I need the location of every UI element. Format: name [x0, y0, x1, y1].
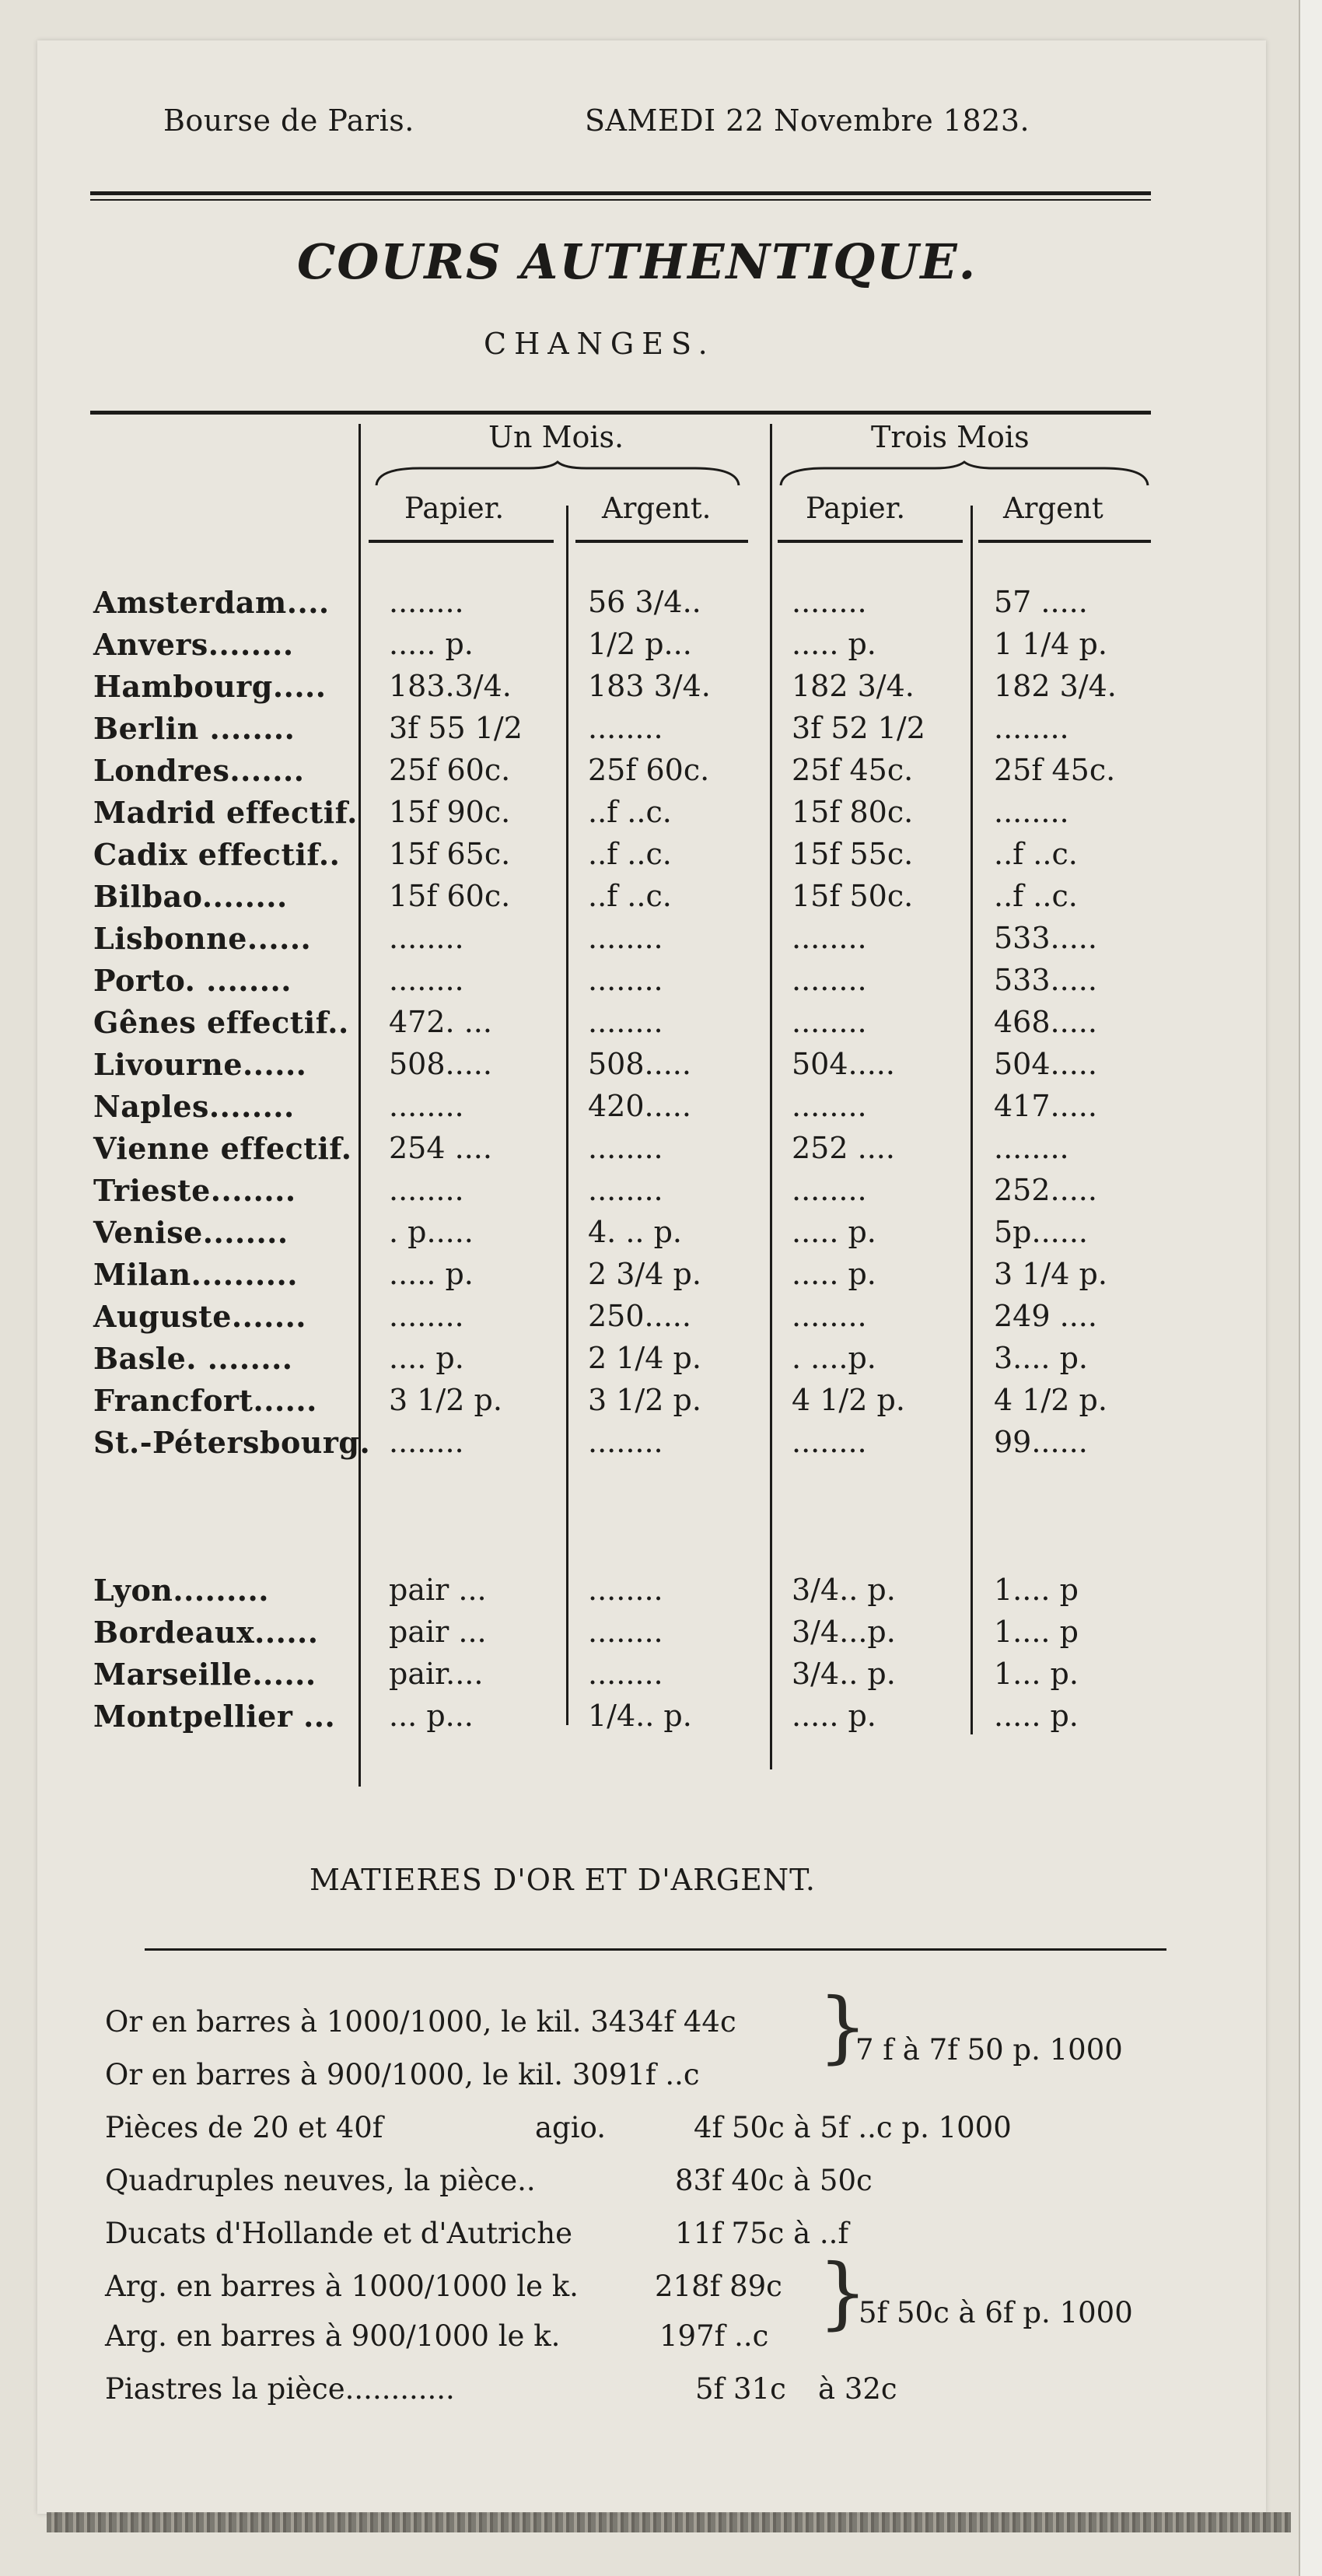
trois-mois-argent: ........: [994, 795, 1069, 829]
piastres-to: à 32c: [818, 2372, 897, 2406]
or-900-row: Or en barres à 900/1000, le kil. 3091f ..c: [105, 2058, 700, 2091]
un-mois-argent: 183 3/4.: [588, 669, 711, 703]
city-name: Lisbonne......: [93, 921, 312, 956]
trois-mois-papier: 4 1/2 p.: [792, 1383, 905, 1417]
quadruples-value: 83f 40c à 50c: [675, 2164, 873, 2197]
un-mois-argent: 2 3/4 p.: [588, 1257, 701, 1291]
divider-un-mois: [566, 506, 568, 1725]
arg-1000-value: 218f 89c: [655, 2270, 782, 2303]
divider-middle: [770, 424, 772, 1769]
subcol-papier-2: Papier.: [806, 492, 906, 525]
un-mois-argent: ........: [588, 1657, 663, 1691]
trois-mois-argent: 1... p.: [994, 1657, 1079, 1691]
un-mois-argent: 4. .. p.: [588, 1215, 682, 1249]
un-mois-argent: 3 1/2 p.: [588, 1383, 701, 1417]
subcol-papier-1: Papier.: [404, 492, 505, 525]
trois-mois-argent: 3.... p.: [994, 1341, 1088, 1375]
arg-900-value: 197f ..c: [659, 2319, 769, 2353]
un-mois-papier: 472. ...: [389, 1005, 492, 1039]
trois-mois-papier: 3/4...p.: [792, 1615, 896, 1649]
trois-mois-papier: ........: [792, 921, 867, 955]
trois-mois-papier: 15f 80c.: [792, 795, 914, 829]
city-name: Vienne effectif.: [93, 1131, 352, 1166]
un-mois-argent: 508.....: [588, 1047, 691, 1081]
un-mois-papier: ........: [389, 963, 464, 997]
un-mois-papier: ... p...: [389, 1699, 474, 1733]
city-name: Madrid effectif.: [93, 795, 358, 830]
subhead-rule-4: [978, 540, 1151, 543]
un-mois-argent: ........: [588, 1005, 663, 1039]
trois-mois-papier: 252 ....: [792, 1131, 895, 1165]
trois-mois-papier: ........: [792, 963, 867, 997]
city-name: Amsterdam....: [93, 585, 330, 620]
un-mois-papier: ........: [389, 921, 464, 955]
arg-brace: }: [818, 2247, 868, 2338]
un-mois-papier: pair ...: [389, 1573, 487, 1607]
city-name: Bilbao........: [93, 879, 288, 914]
un-mois-papier: pair ...: [389, 1615, 487, 1649]
city-name: Montpellier ...: [93, 1699, 336, 1734]
trois-mois-papier: ........: [792, 585, 867, 619]
trois-mois-papier: 3/4.. p.: [792, 1573, 896, 1607]
section-subtitle: CHANGES.: [484, 327, 715, 361]
un-mois-papier: ..... p.: [389, 1257, 474, 1291]
arg-900-label: Arg. en barres à 900/1000 le k.: [105, 2319, 561, 2353]
trois-mois-argent: 182 3/4.: [994, 669, 1117, 703]
trois-mois-papier: ..... p.: [792, 1215, 876, 1249]
un-mois-papier: 15f 90c.: [389, 795, 511, 829]
city-name: Francfort......: [93, 1383, 317, 1418]
un-mois-argent: ........: [588, 711, 663, 745]
un-mois-argent: 2 1/4 p.: [588, 1341, 701, 1375]
matieres-title: MATIERES D'OR ET D'ARGENT.: [310, 1863, 816, 1897]
trois-mois-papier: 15f 50c.: [792, 879, 914, 913]
arg-1000-label: Arg. en barres à 1000/1000 le k.: [105, 2270, 579, 2303]
city-name: St.-Pétersbourg.: [93, 1425, 371, 1460]
trois-mois-papier: 3f 52 1/2: [792, 711, 925, 745]
un-mois-argent: 56 3/4..: [588, 585, 701, 619]
un-mois-argent: ..f ..c.: [588, 795, 672, 829]
trois-mois-argent: 3 1/4 p.: [994, 1257, 1107, 1291]
table-top-rule: [90, 411, 1151, 415]
city-name: Londres.......: [93, 753, 305, 788]
un-mois-papier: 254 ....: [389, 1131, 492, 1165]
trois-mois-argent: 533.....: [994, 963, 1097, 997]
city-name: Naples........: [93, 1089, 295, 1124]
un-mois-argent: 25f 60c.: [588, 753, 710, 787]
trois-mois-papier: 25f 45c.: [792, 753, 914, 787]
un-mois-argent: 1/4.. p.: [588, 1699, 692, 1733]
date-label: SAMEDI 22 Novembre 1823.: [585, 103, 1030, 138]
trois-mois-papier: ..... p.: [792, 1257, 876, 1291]
city-name: Gênes effectif..: [93, 1005, 349, 1040]
un-mois-papier: ........: [389, 1299, 464, 1333]
or-1000-row: Or en barres à 1000/1000, le kil. 3434f 44c: [105, 2005, 736, 2039]
un-mois-papier: . p.....: [389, 1215, 474, 1249]
un-mois-papier: 508.....: [389, 1047, 492, 1081]
city-name: Milan..........: [93, 1257, 298, 1292]
subcol-argent-1: Argent.: [602, 492, 712, 525]
un-mois-papier: ........: [389, 1425, 464, 1459]
trois-mois-papier: ........: [792, 1089, 867, 1123]
trois-mois-papier: ..... p.: [792, 627, 876, 661]
city-name: Basle. ........: [93, 1341, 293, 1376]
city-name: Trieste........: [93, 1173, 296, 1208]
masthead-rule-thick: [90, 191, 1151, 195]
un-mois-argent: 1/2 p...: [588, 627, 692, 661]
un-mois-argent: ........: [588, 1131, 663, 1165]
or-brace: }: [818, 1981, 868, 2072]
trois-mois-papier: ........: [792, 1173, 867, 1207]
un-mois-papier: 15f 60c.: [389, 879, 511, 913]
city-name: Berlin ........: [93, 711, 296, 746]
col-trois-mois: Trois Mois: [871, 420, 1030, 454]
trois-mois-argent: ..f ..c.: [994, 837, 1078, 871]
trois-mois-papier: 15f 55c.: [792, 837, 914, 871]
trois-mois-argent: ..... p.: [994, 1699, 1079, 1733]
trois-mois-papier: . ....p.: [792, 1341, 876, 1375]
city-name: Bordeaux......: [93, 1615, 319, 1650]
trois-mois-argent: ..f ..c.: [994, 879, 1078, 913]
divider-city: [358, 424, 361, 1787]
masthead-rule-thin: [90, 199, 1151, 201]
trois-mois-papier: 504.....: [792, 1047, 895, 1081]
bourse-label: Bourse de Paris.: [163, 103, 414, 138]
subhead-rule-1: [369, 540, 554, 543]
trois-mois-papier: ..... p.: [792, 1699, 876, 1733]
trois-mois-argent: ........: [994, 711, 1069, 745]
pieces-label: Pièces de 20 et 40f: [105, 2111, 383, 2144]
ducats-value: 11f 75c à ..f: [675, 2217, 849, 2250]
pieces-agio: agio.: [535, 2111, 606, 2144]
trois-mois-argent: 25f 45c.: [994, 753, 1116, 787]
page-title: COURS AUTHENTIQUE.: [297, 233, 978, 290]
un-mois-papier: 3 1/2 p.: [389, 1383, 502, 1417]
matieres-rule: [145, 1948, 1166, 1951]
trois-mois-argent: 1 1/4 p.: [994, 627, 1107, 661]
un-mois-argent: ........: [588, 963, 663, 997]
un-mois-papier: 183.3/4.: [389, 669, 512, 703]
city-name: Hambourg.....: [93, 669, 327, 704]
trois-mois-argent: 249 ....: [994, 1299, 1097, 1333]
un-mois-papier: pair....: [389, 1657, 484, 1691]
un-mois-brace: [373, 460, 743, 488]
un-mois-papier: .... p.: [389, 1341, 464, 1375]
un-mois-argent: ..f ..c.: [588, 879, 672, 913]
trois-mois-argent: 5p......: [994, 1215, 1088, 1249]
subhead-rule-2: [575, 540, 748, 543]
col-un-mois: Un Mois.: [488, 420, 624, 454]
trois-mois-argent: 4 1/2 p.: [994, 1383, 1107, 1417]
un-mois-papier: 3f 55 1/2: [389, 711, 523, 745]
un-mois-argent: ........: [588, 1573, 663, 1607]
un-mois-papier: ........: [389, 1173, 464, 1207]
un-mois-argent: ........: [588, 1173, 663, 1207]
un-mois-argent: 420.....: [588, 1089, 691, 1123]
city-name: Porto. ........: [93, 963, 292, 998]
un-mois-papier: ..... p.: [389, 627, 474, 661]
piastres-label: Piastres la pièce............: [105, 2372, 455, 2406]
trois-mois-argent: 533.....: [994, 921, 1097, 955]
trois-mois-papier: 182 3/4.: [792, 669, 915, 703]
or-brace-value: 7 f à 7f 50 p. 1000: [855, 2033, 1123, 2067]
trois-mois-argent: 468.....: [994, 1005, 1097, 1039]
trois-mois-papier: ........: [792, 1005, 867, 1039]
subcol-argent-2: Argent: [1003, 492, 1103, 525]
city-name: Marseille......: [93, 1657, 317, 1692]
city-name: Lyon.........: [93, 1573, 269, 1608]
un-mois-argent: 250.....: [588, 1299, 691, 1333]
un-mois-papier: 15f 65c.: [389, 837, 511, 871]
city-name: Cadix effectif..: [93, 837, 341, 872]
un-mois-papier: ........: [389, 1089, 464, 1123]
trois-mois-argent: 504.....: [994, 1047, 1097, 1081]
city-name: Anvers........: [93, 627, 294, 662]
trois-mois-argent: 57 .....: [994, 585, 1088, 619]
trois-mois-argent: 1.... p: [994, 1573, 1079, 1607]
trois-mois-argent: 99......: [994, 1425, 1088, 1459]
divider-trois-mois: [971, 506, 973, 1734]
torn-bottom-edge: [47, 2512, 1291, 2532]
trois-mois-brace: [778, 460, 1151, 488]
piastres-value: 5f 31c: [695, 2372, 786, 2406]
quadruples-label: Quadruples neuves, la pièce..: [105, 2164, 536, 2197]
ducats-label: Ducats d'Hollande et d'Autriche: [105, 2217, 572, 2250]
un-mois-papier: 25f 60c.: [389, 753, 511, 787]
trois-mois-papier: ........: [792, 1299, 867, 1333]
trois-mois-argent: ........: [994, 1131, 1069, 1165]
arg-brace-value: 5f 50c à 6f p. 1000: [859, 2296, 1133, 2329]
un-mois-argent: ........: [588, 921, 663, 955]
un-mois-argent: ..f ..c.: [588, 837, 672, 871]
pieces-value: 4f 50c à 5f ..c p. 1000: [694, 2111, 1012, 2144]
subhead-rule-3: [778, 540, 963, 543]
trois-mois-argent: 1.... p: [994, 1615, 1079, 1649]
trois-mois-argent: 417.....: [994, 1089, 1097, 1123]
trois-mois-papier: 3/4.. p.: [792, 1657, 896, 1691]
un-mois-papier: ........: [389, 585, 464, 619]
un-mois-argent: ........: [588, 1615, 663, 1649]
page-edge: [1299, 0, 1322, 2576]
un-mois-argent: ........: [588, 1425, 663, 1459]
city-name: Livourne......: [93, 1047, 307, 1082]
city-name: Venise........: [93, 1215, 289, 1250]
trois-mois-papier: ........: [792, 1425, 867, 1459]
trois-mois-argent: 252.....: [994, 1173, 1097, 1207]
city-name: Auguste.......: [93, 1299, 307, 1334]
